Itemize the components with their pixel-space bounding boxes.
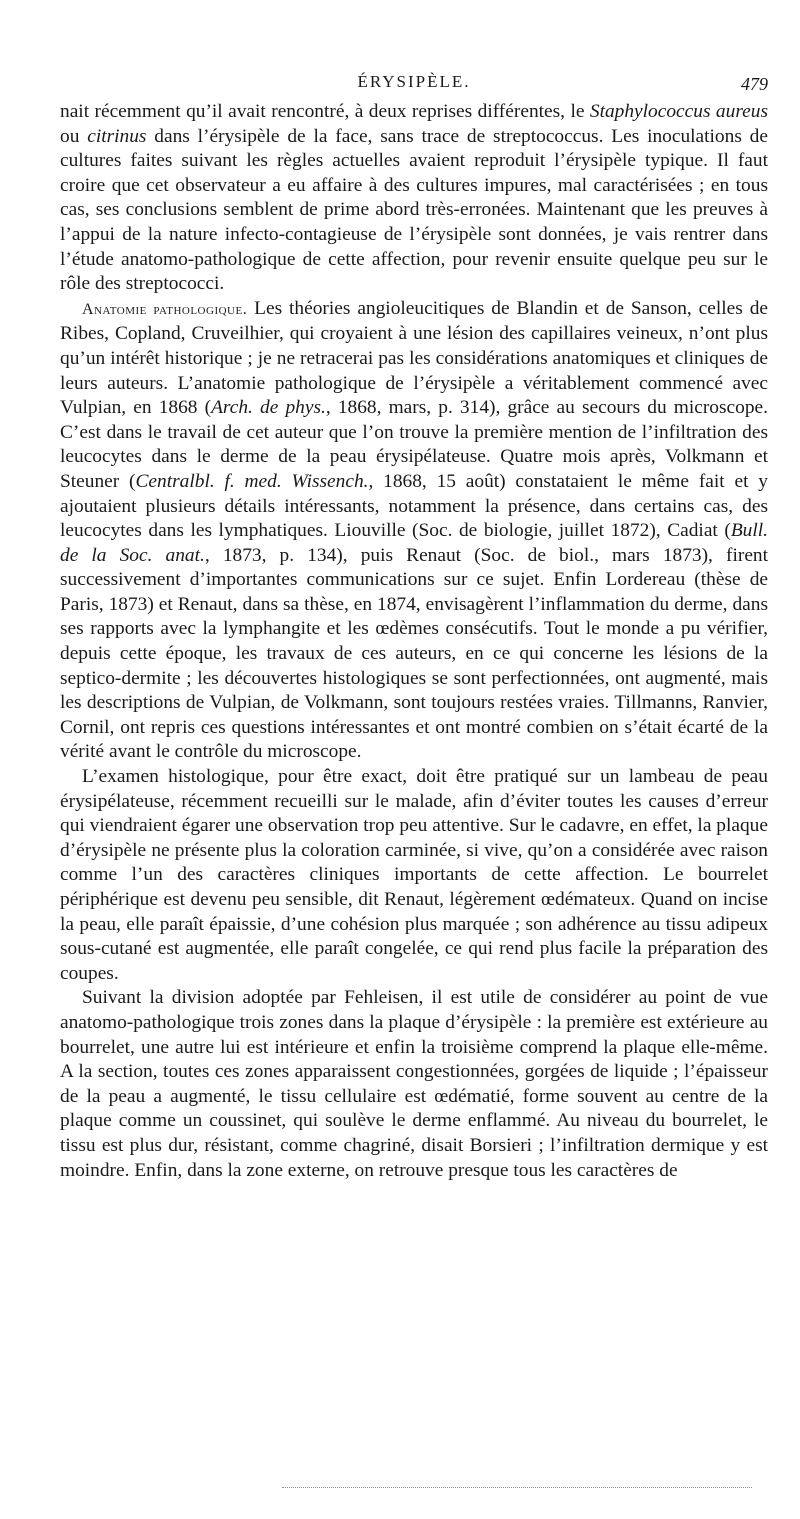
paragraph [60,100,768,297]
paragraph [60,765,768,986]
paragraph-text: L’examen histologique, pour être exact, doit être pratiqué sur un lambeau de peau érysipélateuse, récemment recueilli sur le malade, afin d’éviter toutes les causes d’erreur qui viendraient égarer une observation trop peu attentive. Sur le cadavre, en effet, la plaque d’érysipèle ne présente plus la coloration carminée, si vive, qu’on a considérée avec raison comme l’un des caractères cliniques importants de cette affection. Le bourrelet périphérique est devenu peu sensible, dit Renaut, légèrement œdémateux. Quand on incise la peau, elle paraît épaissie, d’une cohésion plus marquée ; son adhérence au tissu adipeux sous-cutané est augmentée, elle paraît congelée, ce qui rend plus facile la préparation des coupes. [60,766,768,984]
footer-rule [282,1487,752,1488]
paragraph-text: , 1873, p. 134), puis Renaut (Soc. de biol., mars 1873), firent successivement d’importantes communications sur ce sujet. Enfin Lordereau (thèse de Paris, 1873) et Renaut, dans sa thèse, en 1874, envisagèrent l’inflammation du derme, dans ses rapports avec la lymphangite et les œdèmes consécutifs. Tout le monde a pu vérifier, depuis cette époque, les travaux de ces auteurs, en ce qui concerne les lésions de la septico-dermite ; les découvertes histologiques se sont perfectionnées, ont augmenté, mais les descriptions de Vulpian, de Volkmann, sont toujours restées vraies. Tillmanns, Ranvier, Cornil, ont repris ces questions intéressantes et ont montré combien on s’était écarté de la vérité avant le contrôle du microscope. [60,544,769,763]
paragraph-text: Les théories angioleucitiques de Blandin et de Sanson, celles de Ribes, Copland, Cruveilhier, qui croyaient à une lésion des capillaires veineux, n’ont plus qu’un intérêt historique ; je ne retracerai pas les considérations anatomiques et cliniques de leurs auteurs. L’anatomie pathologique de l’érysipèle a véritablement commencé avec Vulpian, en 1868 ( [60,297,769,419]
page-number: 479 [741,74,768,94]
page-header [60,68,768,100]
paragraph-text: , 1868, 15 août) constataient le même fait et y ajoutaient plusieurs détails intéressants, notamment la présence, dans certains cas, des leucocytes dans les lymphatiques. Liouville (Soc. de biologie, juillet 1872), Cadiat ( [60,470,768,542]
citation-text: Centralbl. f. med. Wissench. [135,470,369,492]
paragraph [60,986,768,1183]
paragraph [60,297,768,765]
citation-text: citrinus [87,125,147,147]
running-title: ÉRYSIPÈLE. [357,72,471,91]
document-page [60,68,768,1183]
citation-text: Bull. de la Soc. anat. [60,520,768,566]
paragraph-text: Suivant la division adoptée par Fehleisen, il est utile de considérer au point de vue anatomo-pathologique trois zones dans la plaque d’érysipèle : la première est extérieure au bourrelet, une autre lui est intérieure et enfin la troisième comprend la plaque elle-même. A la section, toutes ces zones apparaissent congestionnées, gorgées de liquide ; l’épaisseur de la peau a augmenté, le tissu cellulaire est œdématié, forme souvent au centre de la plaque comme un coussinet, qui soulève le derme enflammé. Au niveau du bourrelet, le tissu est plus dur, résistant, comme chagriné, disait Borsieri ; l’infiltration dermique y est moindre. Enfin, dans la zone externe, on retrouve presque tous les caractères de [60,987,768,1181]
paragraph-text: ou [60,125,88,147]
citation-text: Staphylococcus aureus [589,101,769,122]
paragraph-text: nait récemment qu’il avait rencontré, à deux reprises différentes, le [60,101,590,122]
paragraph-text: , 1868, mars, p. 314), grâce au secours du microscope. C’est dans le travail de cet auteur que l’on trouve la première mention de l’infiltration des leucocytes dans le derme de la peau érysipélateuse. Quatre mois après, Volkmann et Steuner ( [60,397,768,492]
body-text [60,100,768,1183]
section-heading: Anatomie pathologique. [82,300,248,318]
paragraph-text: dans l’érysipèle de la face, sans trace de streptococcus. Les inoculations de cultures faites suivant les règles actuelles avaient reproduit l’érysipèle typique. Il faut croire que cet observateur a eu affaire à des cultures impures, mal caractérisées ; en tous cas, ses conclusions semblent de prime abord très-erronées. Maintenant que les preuves à l’appui de la nature infecto-contagieuse de l’érysipèle sont données, je vais rentrer dans l’étude anatomo-pathologique de cette affection, pour revenir ensuite quelque peu sur le rôle des streptococci. [60,125,768,295]
citation-text: Arch. de phys. [211,397,326,419]
